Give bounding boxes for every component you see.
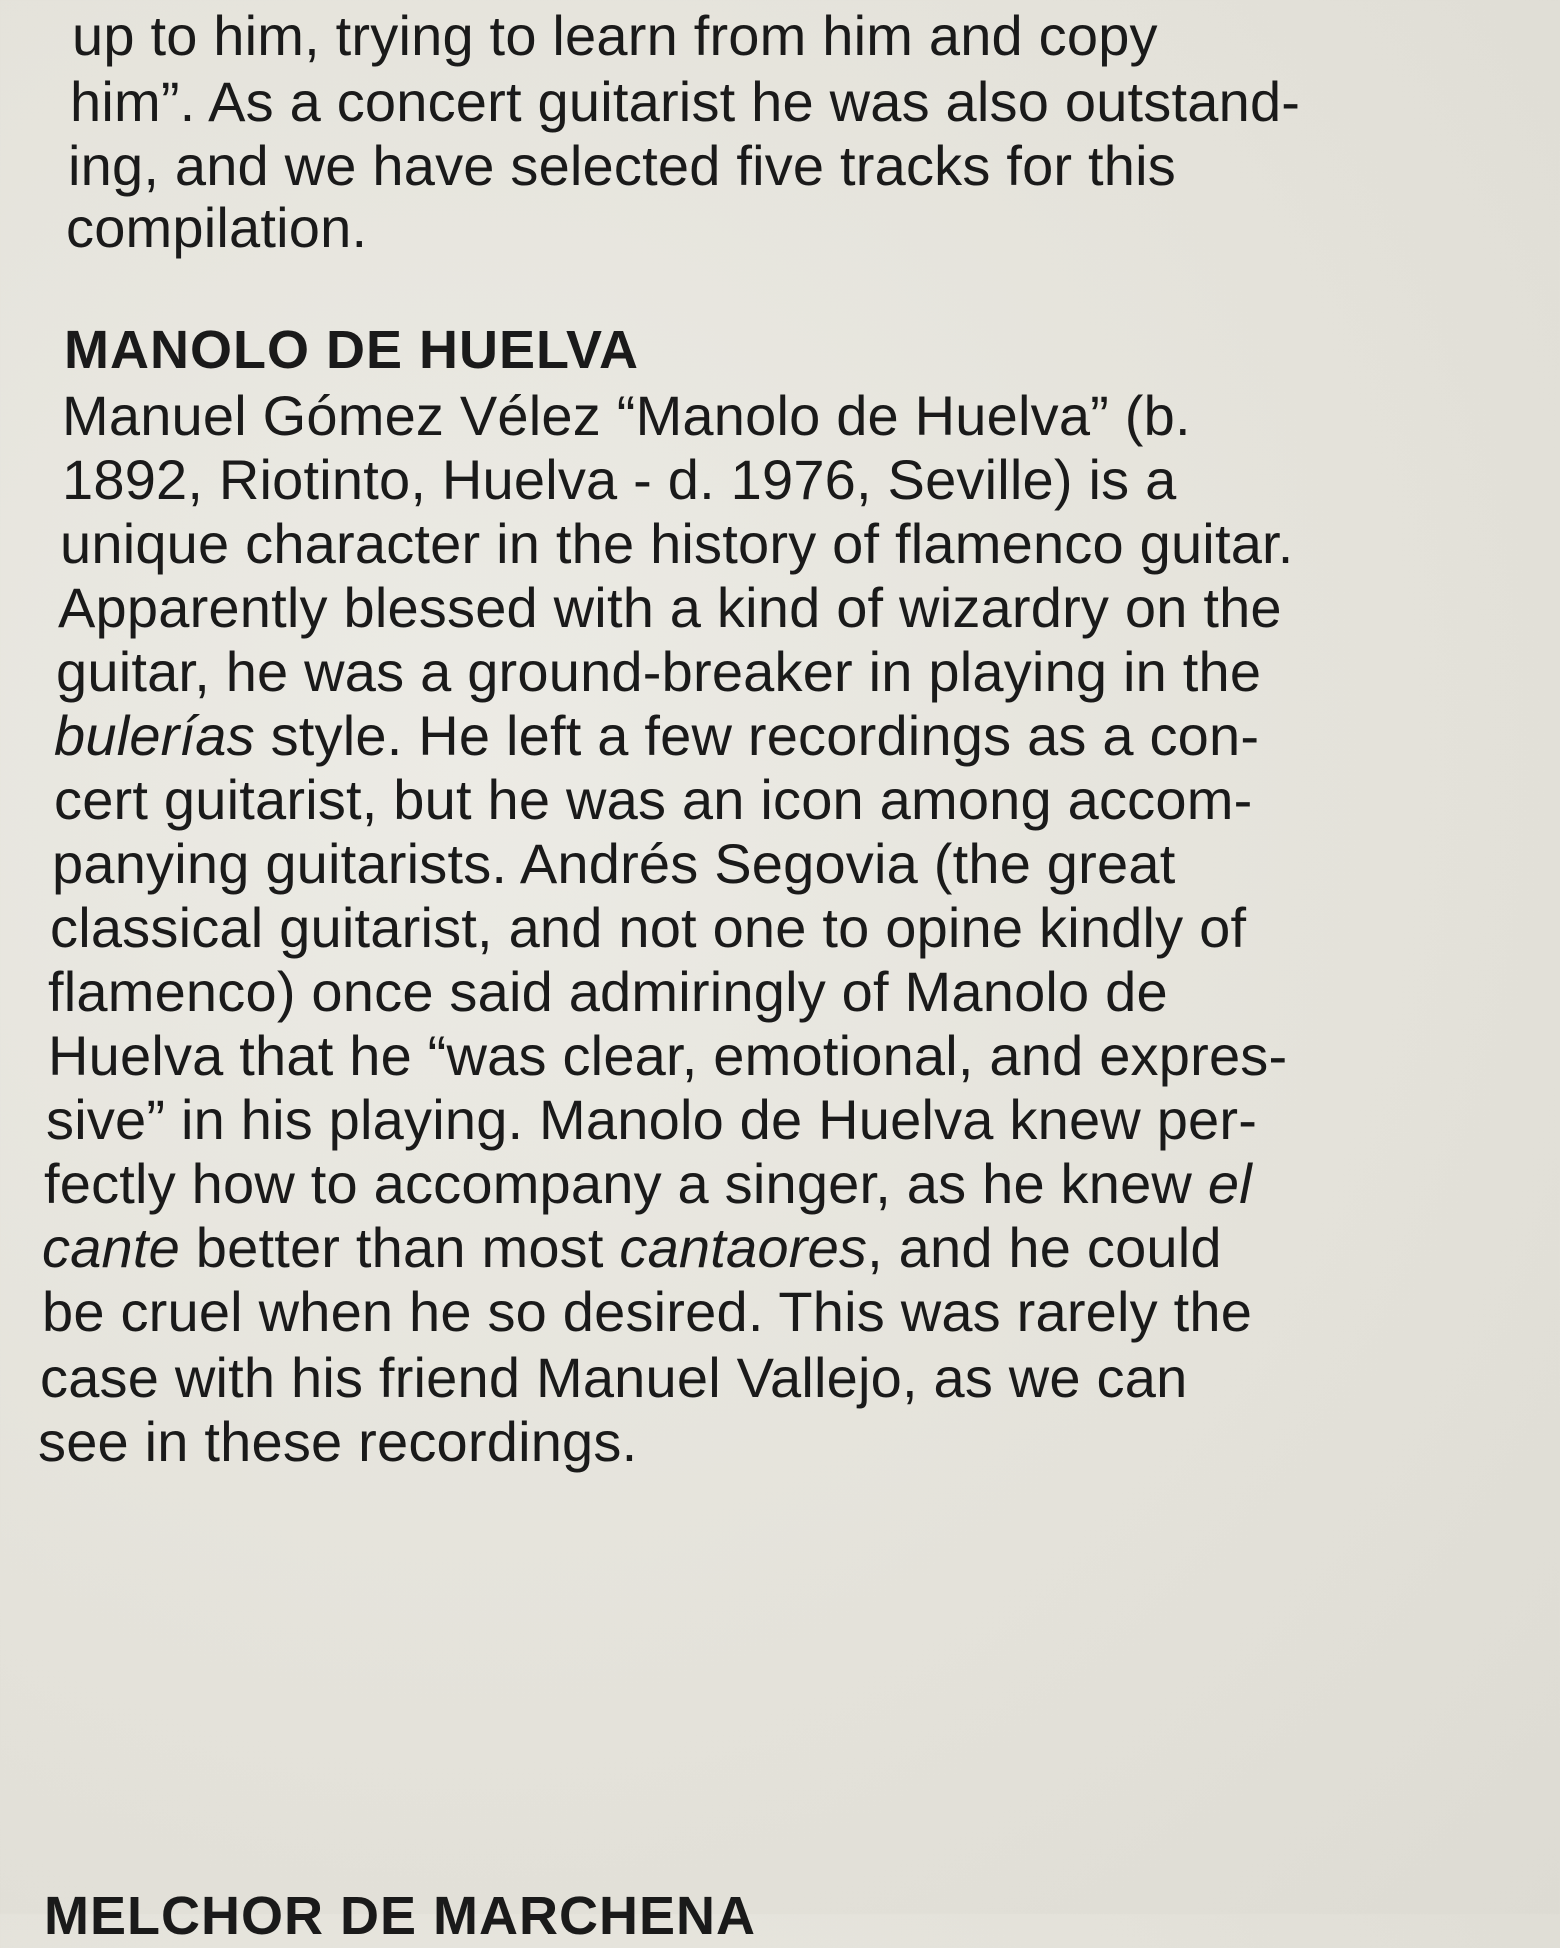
intro-line-2: him”. As a concert guitarist he was also outstand- [70, 70, 1301, 133]
next-section-heading: MELCHOR DE MARCHENA [44, 1886, 756, 1946]
body-line: cert guitarist, but he was an icon among accom- [54, 768, 1253, 831]
intro-line-3: ing, and we have selected five tracks for this [68, 134, 1176, 197]
italic-term: cante [42, 1216, 180, 1279]
body-line: Apparently blessed with a kind of wizardry on the [58, 576, 1282, 639]
body-line: flamenco) once said admiringly of Manolo de [48, 960, 1168, 1023]
body-line: case with his friend Manuel Vallejo, as we can [40, 1346, 1188, 1409]
body-line: bulerías style. He left a few recordings as a con- [54, 704, 1260, 767]
body-line: Manuel Gómez Vélez “Manolo de Huelva” (b. [62, 384, 1191, 447]
body-line: cante better than most cantaores, and he could [42, 1216, 1222, 1279]
body-line: guitar, he was a ground-breaker in playing in the [56, 640, 1262, 703]
body-line: sive” in his playing. Manolo de Huelva knew per- [46, 1088, 1258, 1151]
intro-line-1: up to him, trying to learn from him and copy [72, 4, 1158, 67]
italic-term: cantaores [619, 1216, 868, 1279]
body-line: panying guitarists. Andrés Segovia (the great [52, 832, 1176, 895]
body-line: fectly how to accompany a singer, as he knew el [44, 1152, 1252, 1215]
body-line: be cruel when he so desired. This was rarely the [42, 1280, 1253, 1343]
italic-term: el [1207, 1152, 1252, 1215]
body-line: unique character in the history of flamenco guitar. [60, 512, 1294, 575]
body-line: see in these recordings. [38, 1410, 638, 1473]
intro-line-4: compilation. [66, 196, 368, 259]
body-line: Huelva that he “was clear, emotional, and expres- [48, 1024, 1288, 1087]
body-line: 1892, Riotinto, Huelva - d. 1976, Seville) is a [62, 448, 1177, 511]
section-heading: MANOLO DE HUELVA [64, 320, 639, 380]
italic-term: bulerías [54, 704, 255, 767]
body-line: classical guitarist, and not one to opine kindly of [50, 896, 1247, 959]
